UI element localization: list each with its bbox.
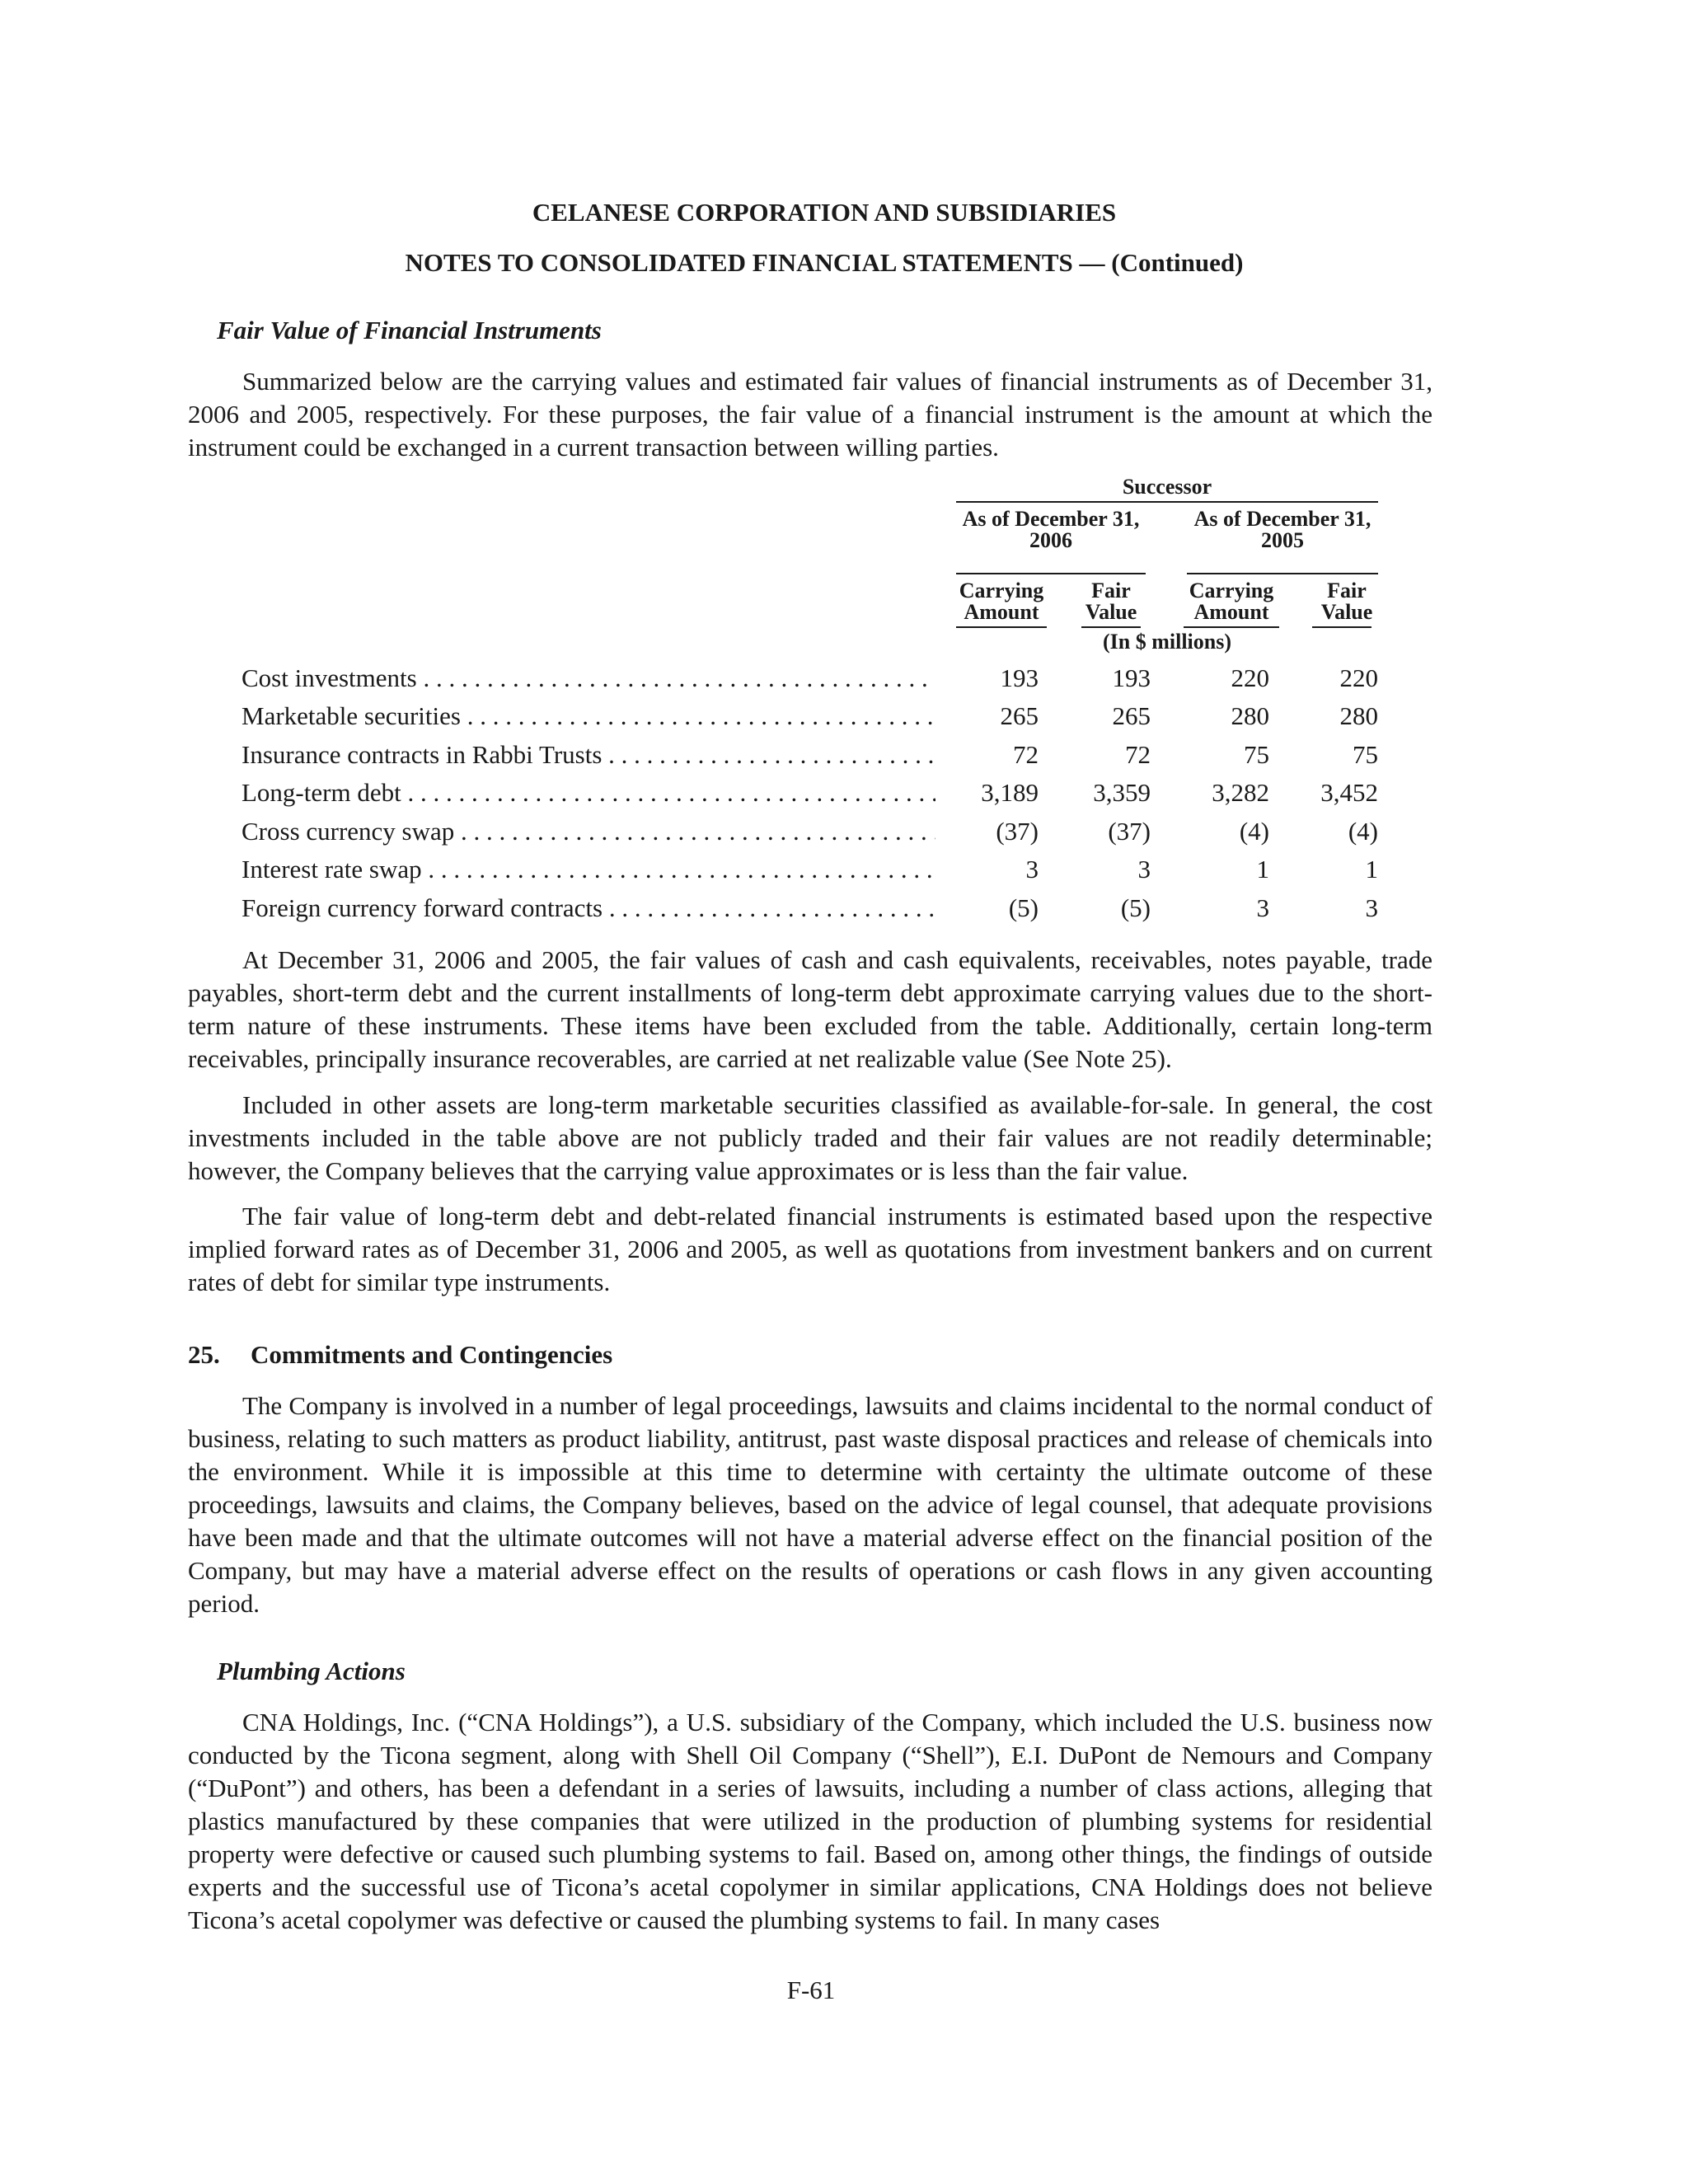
- paragraph-fair-values: At December 31, 2006 and 2005, the fair values of cash and cash equivalents, receivables, notes payable, trade payables, short-term debt and the current installments of long-term debt approximate carrying values due to the short-term nature of these instruments. These items have been excluded from the table. Additionally, certain long-term receivables, principally insurance recoverables, are carried at net realizable value (See Note 25).: [188, 945, 1432, 1073]
- successor-header: Successor: [1122, 475, 1212, 499]
- paragraph-other-assets: Included in other assets are long-term marketable securities classified as available-for-sale. In general, the cost investments included in the table above are not publicly traded and their fair values are not readily determinable; however, the Company believes that the carrying value approximates or is less than the fair value.: [188, 1090, 1432, 1185]
- cell-fair-2006: 265: [1112, 701, 1151, 730]
- col-fair-2005: Fair Value: [1320, 579, 1373, 624]
- cell-fair-2005: 3: [1365, 893, 1378, 922]
- cell-fair-2006: 3,359: [1093, 778, 1151, 807]
- col-rule-1: [956, 626, 1047, 628]
- cell-carrying-2005: 3: [1256, 893, 1269, 922]
- cell-carrying-2006: 265: [1000, 701, 1039, 730]
- row-label: Cross currency swap . . .: [241, 817, 935, 846]
- col-rule-4: [1312, 626, 1372, 628]
- cell-carrying-2006: 193: [1000, 663, 1039, 692]
- cell-fair-2006: 193: [1112, 663, 1151, 692]
- paragraph-plumbing: CNA Holdings, Inc. (“CNA Holdings”), a U.S. subsidiary of the Company, which included the U.S. business now conducted by the Ticona segment, along with Shell Oil Company (“Shell”), E.I. DuPont de Nemours and Company (“DuPont”) and others, has been a defendant in a series of lawsuits, including a number of class actions, alleging that plastics manufactured by these companies that were utilized in the production of plumbing systems for residential property were defective or caused such plumbing systems to fail. Based on, among other things, the findings of outside experts and the successful use of Ticona’s acetal copolymer in similar applications, CNA Holdings does not believe Ticona’s acetal copolymer was defective or caused the plumbing systems to fail. In many cases: [188, 1708, 1432, 1934]
- cell-fair-2005: 1: [1365, 855, 1378, 883]
- units-label: (In $ millions): [1102, 630, 1232, 654]
- cell-carrying-2005: (4): [1239, 817, 1269, 846]
- cell-carrying-2005: 280: [1231, 701, 1269, 730]
- row-label: Long-term debt . . .: [241, 778, 935, 808]
- cell-fair-2006: (37): [1108, 817, 1151, 846]
- cell-fair-2005: 220: [1339, 663, 1378, 692]
- cell-carrying-2006: 72: [1013, 740, 1039, 769]
- period-2006-rule: [956, 573, 1146, 574]
- section-number: 25.: [188, 1340, 220, 1369]
- col-carrying-2005: Carrying Amount: [1189, 579, 1274, 624]
- cell-fair-2006: 3: [1137, 855, 1151, 883]
- row-label: Foreign currency forward contracts . . .: [241, 893, 935, 923]
- cell-fair-2006: (5): [1120, 893, 1151, 922]
- row-label: Cost investments . . .: [241, 663, 935, 693]
- page-number: F-61: [786, 1975, 836, 2004]
- section-heading: [188, 1340, 612, 1370]
- fair-value-heading: Fair Value of Financial Instruments: [217, 316, 602, 344]
- cell-fair-2005: 75: [1353, 740, 1378, 769]
- cell-fair-2005: (4): [1348, 817, 1378, 846]
- period-2005-header: As of December 31, 2005: [1193, 507, 1372, 552]
- cell-carrying-2006: 3,189: [981, 778, 1039, 807]
- cell-carrying-2005: 3,282: [1212, 778, 1269, 807]
- cell-carrying-2005: 75: [1244, 740, 1269, 769]
- cell-fair-2005: 3,452: [1320, 778, 1378, 807]
- period-2006-header: As of December 31, 2006: [962, 507, 1140, 552]
- paragraph-commitments: The Company is involved in a number of legal proceedings, lawsuits and claims incidental to the normal conduct of business, relating to such matters as product liability, antitrust, past waste disposal practices and release of chemicals into the environment. While it is impossible at this time to determine with certainty the ultimate outcome of these proceedings, lawsuits and claims, the Company believes, based on the advice of legal counsel, that adequate provisions have been made and that the ultimate outcomes will not have a material adverse effect on the financial position of the Company, but may have a material adverse effect on the results of operations or cash flows in any given accounting period.: [188, 1391, 1432, 1618]
- cell-carrying-2005: 1: [1256, 855, 1269, 883]
- cell-carrying-2005: 220: [1231, 663, 1269, 692]
- cell-carrying-2006: 3: [1025, 855, 1039, 883]
- row-label: Interest rate swap . . .: [241, 855, 935, 884]
- col-rule-3: [1184, 626, 1279, 628]
- plumbing-heading: Plumbing Actions: [217, 1657, 406, 1685]
- row-label: Marketable securities . . .: [241, 701, 935, 731]
- cell-fair-2005: 280: [1339, 701, 1378, 730]
- section-title: Commitments and Contingencies: [251, 1340, 613, 1369]
- period-2005-rule: [1187, 573, 1378, 574]
- cell-carrying-2006: (37): [996, 817, 1039, 846]
- notes-header: NOTES TO CONSOLIDATED FINANCIAL STATEMENTS — (Continued): [405, 248, 1244, 277]
- col-fair-2006: Fair Value: [1085, 579, 1137, 624]
- paragraph-long-term-debt: The fair value of long-term debt and debt-related financial instruments is estimated based upon the respective implied forward rates as of December 31, 2006 and 2005, as well as quotations from investment bankers and on current rates of debt for similar type instruments.: [188, 1202, 1432, 1296]
- row-label: Insurance contracts in Rabbi Trusts . . .: [241, 740, 935, 770]
- fair-value-intro: Summarized below are the carrying values and estimated fair values of financial instruments as of December 31, 2006 and 2005, respectively. For these purposes, the fair value of a financial instrument is the amount at which the instrument could be exchanged in a current transaction between willing parties.: [188, 367, 1432, 462]
- col-carrying-2006: Carrying Amount: [959, 579, 1044, 624]
- cell-carrying-2006: (5): [1008, 893, 1039, 922]
- successor-rule: [956, 501, 1378, 503]
- cell-fair-2006: 72: [1125, 740, 1151, 769]
- col-rule-2: [1081, 626, 1141, 628]
- company-header: CELANESE CORPORATION AND SUBSIDIARIES: [532, 198, 1117, 227]
